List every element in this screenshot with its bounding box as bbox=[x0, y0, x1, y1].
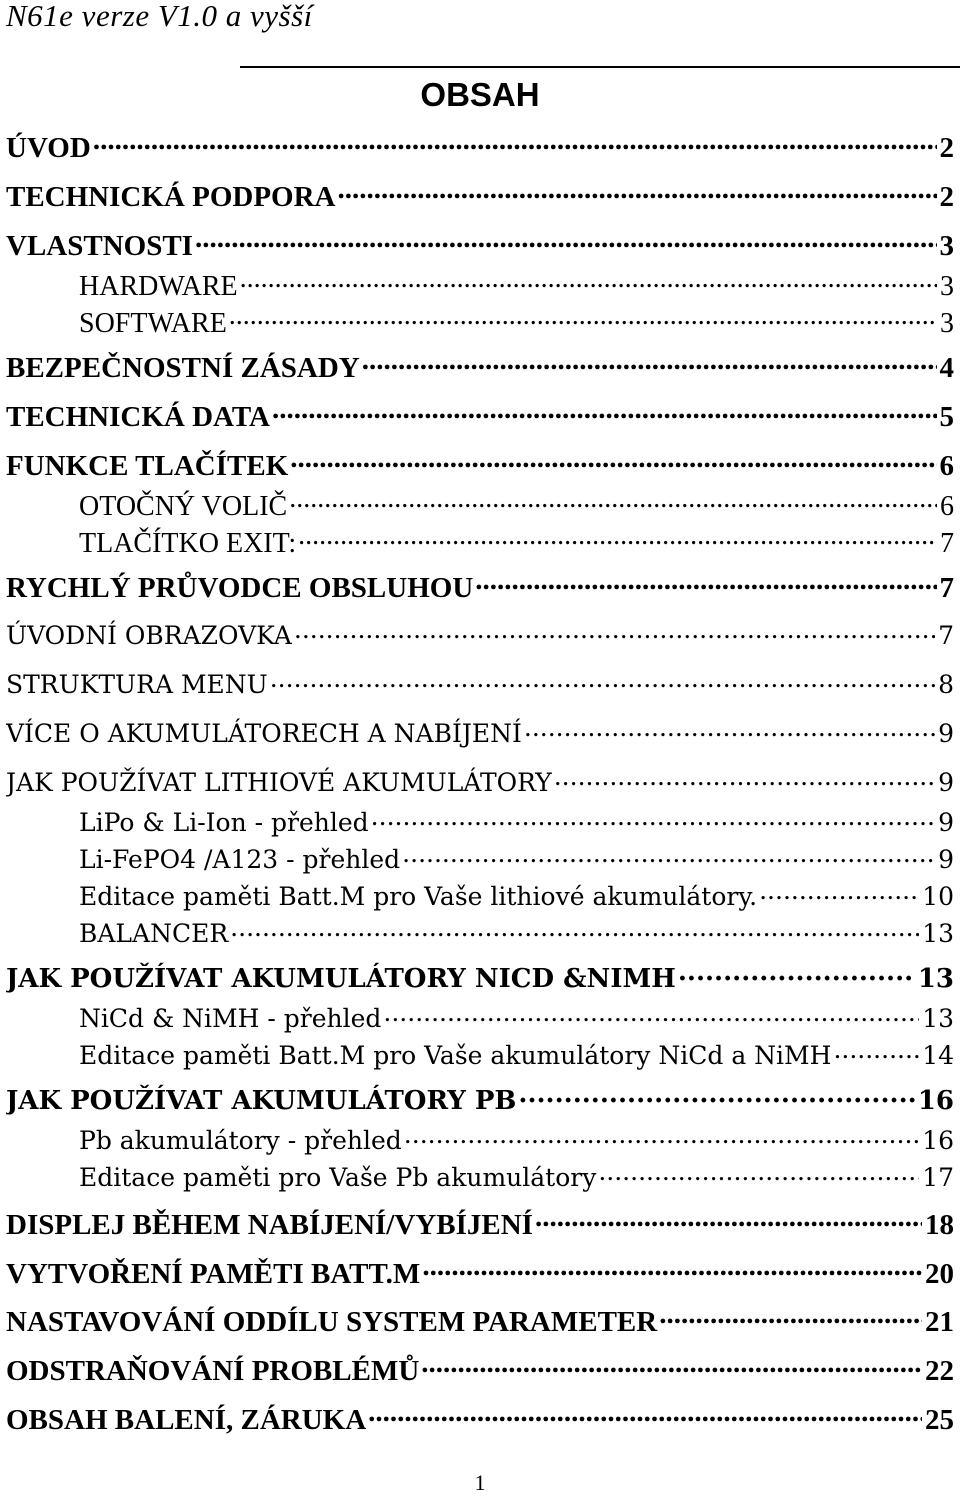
toc-subentry[interactable] bbox=[79, 880, 954, 911]
toc-entry-label: VLASTNOSTI bbox=[6, 230, 193, 262]
toc-entry-label: RYCHLÝ PRŮVODCE OBSLUHOU bbox=[6, 572, 474, 604]
toc-entry[interactable] bbox=[6, 348, 954, 385]
toc-subentry[interactable] bbox=[79, 1002, 954, 1033]
dot-leader bbox=[659, 1302, 922, 1331]
dot-leader bbox=[404, 1124, 919, 1149]
dot-leader bbox=[289, 487, 937, 515]
dot-leader bbox=[402, 843, 935, 868]
dot-leader bbox=[272, 397, 937, 426]
toc-entry[interactable] bbox=[6, 446, 954, 483]
toc-subentry[interactable] bbox=[79, 267, 954, 303]
toc-entry[interactable] bbox=[6, 568, 954, 605]
toc-entry-page: 9 bbox=[938, 845, 954, 874]
dot-leader bbox=[368, 1400, 922, 1429]
toc-entry-page: 21 bbox=[925, 1306, 954, 1338]
toc-entry[interactable] bbox=[6, 961, 954, 994]
toc-subentry[interactable] bbox=[79, 1161, 954, 1192]
dot-leader bbox=[518, 1083, 914, 1109]
toc-subentry[interactable] bbox=[79, 524, 954, 560]
toc-entry-label: ÚVOD bbox=[6, 132, 91, 164]
toc-entry[interactable] bbox=[6, 1083, 954, 1116]
toc-entry-label: HARDWARE bbox=[79, 271, 238, 302]
toc-entry-label: NASTAVOVÁNÍ ODDÍLU SYSTEM PARAMETER bbox=[6, 1306, 658, 1338]
toc-entry-page: 4 bbox=[939, 352, 954, 384]
toc-entry-label: BALANCER bbox=[79, 919, 229, 948]
toc-entry[interactable] bbox=[6, 128, 954, 165]
toc-entry-label: Editace paměti Batt.M pro Vaše lithiové akumulátory. bbox=[79, 882, 758, 911]
dot-leader bbox=[270, 668, 935, 693]
toc-entry-page: 22 bbox=[925, 1355, 954, 1387]
toc-entry-label: Pb akumulátory - přehled bbox=[79, 1126, 402, 1155]
toc-entry-page: 17 bbox=[922, 1163, 954, 1192]
dot-leader bbox=[759, 880, 919, 905]
toc-entry[interactable] bbox=[6, 1254, 954, 1291]
toc-entry-page: 9 bbox=[938, 768, 954, 797]
dot-leader bbox=[362, 348, 937, 377]
toc-entry-page: 3 bbox=[940, 308, 954, 339]
dot-leader bbox=[422, 1254, 922, 1283]
toc-entry-label: ÚVODNÍ OBRAZOVKA bbox=[6, 621, 292, 650]
dot-leader bbox=[294, 619, 935, 644]
dot-leader bbox=[290, 446, 936, 475]
toc-entry[interactable] bbox=[6, 1400, 954, 1437]
toc-entry-page: 20 bbox=[925, 1258, 954, 1290]
toc-entry-page: 7 bbox=[938, 621, 954, 650]
toc-entry-label: STRUKTURA MENU bbox=[6, 670, 268, 699]
toc-entry-label: OBSAH BALENÍ, ZÁRUKA bbox=[6, 1404, 367, 1436]
toc-subentry[interactable] bbox=[79, 843, 954, 874]
toc-entry-label: DISPLEJ BĚHEM NABÍJENÍ/VYBÍJENÍ bbox=[6, 1209, 533, 1241]
toc-entry-page: 3 bbox=[939, 230, 954, 262]
toc-entry-page: 8 bbox=[938, 670, 954, 699]
toc-subentry[interactable] bbox=[79, 304, 954, 340]
toc-entry-page: 9 bbox=[938, 719, 954, 748]
toc-entry[interactable] bbox=[6, 717, 954, 748]
toc-entry-label: NiCd & NiMH - přehled bbox=[79, 1004, 382, 1033]
toc-entry-label: ODSTRAŇOVÁNÍ PROBLÉMŮ bbox=[6, 1355, 420, 1387]
toc-entry-label: FUNKCE TLAČÍTEK bbox=[6, 450, 289, 482]
toc-entry-page: 7 bbox=[940, 528, 954, 559]
dot-leader bbox=[535, 1205, 922, 1234]
toc-entry-page: 25 bbox=[925, 1404, 954, 1436]
toc-entry-page: 9 bbox=[938, 808, 954, 837]
toc-entry[interactable] bbox=[6, 1351, 954, 1388]
document-header: N61e verze V1.0 a vyšší bbox=[6, 0, 313, 33]
dot-leader bbox=[598, 1161, 919, 1186]
toc-entry[interactable] bbox=[6, 397, 954, 434]
toc-entry-page: 16 bbox=[922, 1126, 954, 1155]
toc-entry-page: 3 bbox=[940, 271, 954, 302]
toc-entry-page: 7 bbox=[939, 572, 954, 604]
toc-entry-label: VYTVOŘENÍ PAMĚTI BATT.M bbox=[6, 1258, 421, 1290]
toc-entry-label: BEZPEČNOSTNÍ ZÁSADY bbox=[6, 352, 360, 384]
dot-leader bbox=[524, 717, 935, 742]
toc-entry-label: Editace paměti pro Vaše Pb akumulátory bbox=[79, 1163, 597, 1192]
dot-leader bbox=[678, 961, 915, 987]
toc-entry-label: SOFTWARE bbox=[79, 308, 227, 339]
dot-leader bbox=[230, 917, 919, 942]
toc-entry-label: TECHNICKÁ DATA bbox=[6, 401, 270, 433]
toc-entry-page: 6 bbox=[939, 450, 954, 482]
toc-entry-label: TECHNICKÁ PODPORA bbox=[6, 181, 336, 213]
toc-entry-page: 13 bbox=[922, 1004, 954, 1033]
dot-leader bbox=[93, 128, 937, 157]
dot-leader bbox=[229, 304, 937, 332]
toc-subentry[interactable] bbox=[79, 487, 954, 523]
toc-entry-page: 13 bbox=[922, 919, 954, 948]
dot-leader bbox=[554, 766, 935, 791]
dot-leader bbox=[195, 226, 937, 255]
toc-entry-label: JAK POUŽÍVAT AKUMULÁTORY PB bbox=[6, 1086, 517, 1116]
toc-entry-label: Li-FePO4 /A123 - přehled bbox=[79, 845, 401, 874]
toc-subentry[interactable] bbox=[79, 806, 954, 837]
dot-leader bbox=[371, 806, 935, 831]
toc-subentry[interactable] bbox=[79, 1124, 954, 1155]
dot-leader bbox=[421, 1351, 922, 1380]
toc-entry-page: 16 bbox=[917, 1086, 954, 1116]
toc-entry[interactable] bbox=[6, 226, 954, 263]
dot-leader bbox=[475, 568, 936, 597]
toc-entry[interactable] bbox=[6, 668, 954, 699]
toc-entry-page: 10 bbox=[922, 882, 954, 911]
header-rule bbox=[240, 66, 960, 68]
toc-entry[interactable] bbox=[6, 1302, 954, 1339]
toc-entry[interactable] bbox=[6, 177, 954, 214]
toc-entry-page: 6 bbox=[940, 491, 954, 522]
toc-entry[interactable] bbox=[6, 619, 954, 650]
dot-leader bbox=[298, 524, 937, 552]
toc-entry-page: 2 bbox=[939, 132, 954, 164]
toc-entry-label: JAK POUŽÍVAT AKUMULÁTORY NICD &NIMH bbox=[6, 964, 676, 994]
dot-leader bbox=[240, 267, 937, 295]
toc-entry-label: LiPo & Li-Ion - přehled bbox=[79, 808, 369, 837]
toc-entry-page: 18 bbox=[925, 1209, 954, 1241]
toc-entry-label: JAK POUŽÍVAT LITHIOVÉ AKUMULÁTORY bbox=[6, 768, 552, 797]
page-number: 1 bbox=[474, 1470, 486, 1495]
toc-subentry[interactable] bbox=[79, 917, 954, 948]
toc-title: OBSAH bbox=[420, 76, 540, 113]
dot-leader bbox=[383, 1002, 919, 1027]
dot-leader bbox=[833, 1039, 919, 1064]
toc-subentry[interactable] bbox=[79, 1039, 954, 1070]
toc-entry[interactable] bbox=[6, 766, 954, 797]
toc-entry-page: 13 bbox=[917, 964, 954, 994]
toc-entry[interactable] bbox=[6, 1205, 954, 1242]
toc-entry-label: Editace paměti Batt.M pro Vaše akumulátory NiCd a NiMH bbox=[79, 1041, 832, 1070]
toc-entry-page: 5 bbox=[939, 401, 954, 433]
dot-leader bbox=[337, 177, 936, 206]
toc-entry-page: 2 bbox=[939, 181, 954, 213]
toc-entry-label: OTOČNÝ VOLIČ bbox=[79, 491, 288, 522]
toc-entry-label: VÍCE O AKUMULÁTORECH A NABÍJENÍ bbox=[6, 719, 522, 748]
toc-entry-page: 14 bbox=[922, 1041, 954, 1070]
toc-entry-label: TLAČÍTKO EXIT: bbox=[79, 528, 297, 559]
